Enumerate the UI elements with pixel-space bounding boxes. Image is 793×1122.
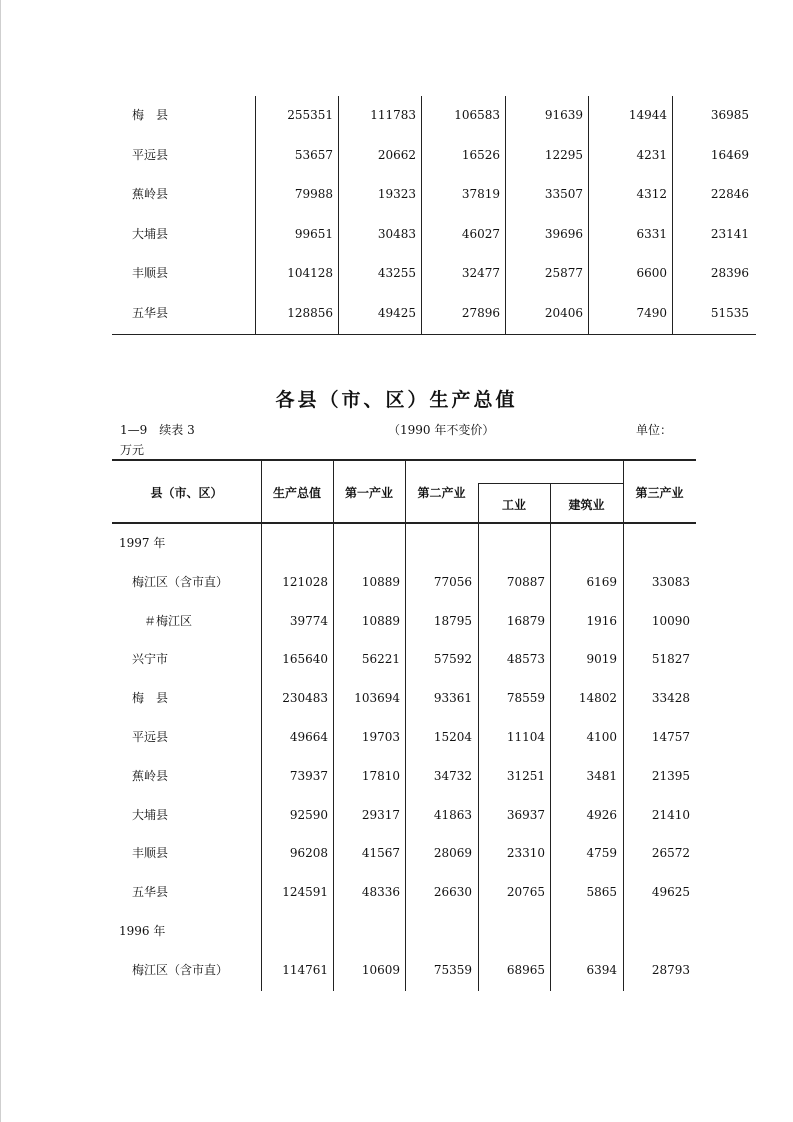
value-cell: 33507: [544, 187, 583, 202]
value-cell: 92590: [289, 807, 328, 822]
header-construction: 建筑业: [568, 498, 605, 512]
value-cell: 4926: [586, 807, 617, 822]
value-cell: 48573: [506, 652, 545, 667]
value-cell: 23141: [710, 226, 749, 241]
table-row: [112, 96, 756, 136]
value-cell: 4100: [586, 730, 617, 744]
value-cell: 25877: [544, 266, 583, 281]
value-cell: 18795: [433, 613, 472, 628]
value-cell: 20662: [377, 147, 416, 162]
value-cell: 34732: [433, 768, 472, 783]
value-cell: 29317: [361, 807, 400, 822]
value-cell: 78559: [506, 691, 545, 706]
value-cell: 73937: [289, 768, 328, 783]
value-cell: 6600: [636, 266, 667, 281]
value-cell: 70887: [506, 574, 545, 589]
value-cell: 14802: [578, 691, 617, 706]
county-name: 兴宁市: [132, 652, 169, 667]
value-cell: 10889: [361, 574, 400, 589]
value-cell: 20406: [544, 306, 583, 320]
value-cell: 230483: [282, 691, 328, 706]
table-row: [112, 524, 696, 563]
value-cell: 165640: [282, 652, 328, 667]
value-cell: 10609: [361, 962, 400, 977]
table-row: [112, 834, 696, 873]
value-cell: 20765: [506, 885, 545, 900]
value-cell: 5865: [586, 885, 617, 900]
value-cell: 10090: [651, 613, 690, 628]
page-left-edge: [0, 0, 1, 1122]
value-cell: 96208: [289, 846, 328, 861]
value-cell: 14757: [651, 730, 690, 744]
table-row: [112, 679, 696, 718]
value-cell: 56221: [361, 652, 400, 667]
value-cell: 10889: [361, 613, 400, 628]
value-cell: 43255: [377, 266, 416, 281]
unit-value: 万元: [120, 443, 145, 457]
county-name: 蕉岭县: [132, 768, 169, 783]
table-row: [112, 294, 756, 334]
value-cell: 28396: [710, 266, 749, 281]
value-cell: 33083: [651, 574, 690, 589]
value-cell: 75359: [433, 962, 472, 977]
value-cell: 16526: [461, 147, 500, 162]
table-row: [112, 718, 696, 757]
value-cell: 23310: [506, 846, 545, 861]
county-name: 大埔县: [132, 807, 169, 822]
value-cell: 28793: [651, 962, 690, 977]
value-cell: 37819: [461, 187, 500, 202]
header-primary-industry: 第一产业: [344, 486, 393, 500]
value-cell: 32477: [461, 266, 500, 281]
value-cell: 41863: [433, 807, 472, 822]
value-cell: 51535: [710, 306, 749, 320]
table-row: [112, 136, 756, 176]
value-cell: 111783: [370, 108, 416, 122]
table-number: 1—9 续表 3: [120, 423, 195, 437]
value-cell: 36937: [506, 807, 545, 822]
value-cell: 36985: [710, 108, 749, 122]
table-row: [112, 912, 696, 951]
table-row: [112, 757, 696, 796]
table-row: [112, 640, 696, 679]
value-cell: 4231: [636, 147, 667, 162]
table-row: [112, 796, 696, 835]
value-cell: 103694: [354, 691, 400, 706]
value-cell: 19323: [377, 187, 416, 202]
value-cell: 22846: [710, 187, 749, 202]
value-cell: 49425: [377, 306, 416, 320]
value-cell: 93361: [433, 691, 472, 706]
county-name: 平远县: [132, 147, 169, 162]
value-cell: 91639: [544, 108, 583, 122]
value-cell: 39696: [544, 226, 583, 241]
county-name: 梅江区（含市直）: [132, 574, 229, 589]
value-cell: 68965: [506, 962, 545, 977]
county-name: 梅 县: [132, 691, 169, 706]
year-label: 1996 年: [119, 924, 166, 938]
value-cell: 7490: [636, 306, 667, 320]
value-cell: 27896: [461, 306, 500, 320]
header-gdp: 生产总值: [272, 486, 321, 500]
header-secondary-industry: 第二产业: [417, 486, 466, 500]
value-cell: 16879: [506, 613, 545, 628]
county-name: 蕉岭县: [132, 187, 169, 202]
county-name: 平远县: [132, 730, 169, 744]
value-cell: 51827: [651, 652, 690, 667]
value-cell: 6331: [636, 226, 667, 241]
value-cell: 6394: [586, 962, 617, 977]
value-cell: 14944: [628, 108, 667, 122]
gdp-by-county-table: [112, 459, 696, 991]
value-cell: 121028: [282, 574, 328, 589]
value-cell: 33428: [651, 691, 690, 706]
county-name: 梅 县: [132, 108, 169, 122]
value-cell: 39774: [289, 613, 328, 628]
value-cell: 28069: [433, 846, 472, 861]
table-row: [112, 215, 756, 255]
value-cell: 1916: [586, 613, 617, 628]
value-cell: 19703: [361, 730, 400, 744]
header-tertiary-industry: 第三产业: [635, 486, 684, 500]
value-cell: 104128: [287, 266, 333, 281]
value-cell: 57592: [433, 652, 472, 667]
table-row: [112, 873, 696, 912]
value-cell: 6169: [586, 574, 617, 589]
value-cell: 26630: [433, 885, 472, 900]
value-cell: 4759: [586, 846, 617, 861]
continued-gdp-table: [112, 96, 756, 335]
value-cell: 114761: [282, 962, 328, 977]
value-cell: 49664: [289, 730, 328, 744]
value-cell: 128856: [287, 306, 333, 320]
value-cell: 15204: [433, 730, 472, 744]
county-name: 五华县: [132, 306, 169, 320]
value-cell: 9019: [586, 652, 617, 667]
table-top-rule: [112, 459, 696, 461]
county-name: 五华县: [132, 885, 169, 900]
county-name: 大埔县: [132, 226, 169, 241]
value-cell: 41567: [361, 846, 400, 861]
table-title: 各县（市、区）生产总值: [275, 389, 518, 411]
value-cell: 124591: [282, 885, 328, 900]
value-cell: 3481: [586, 768, 617, 783]
county-name: ＃梅江区: [144, 613, 193, 628]
value-cell: 255351: [287, 108, 333, 122]
county-name: 丰顺县: [132, 266, 169, 281]
value-cell: 12295: [544, 147, 583, 162]
table-row: [112, 951, 696, 990]
county-name: 丰顺县: [132, 846, 169, 861]
price-basis-note: （1990 年不变价）: [388, 423, 495, 437]
header-industry: 工业: [501, 498, 526, 512]
value-cell: 49625: [651, 885, 690, 900]
value-cell: 21395: [651, 768, 690, 783]
value-cell: 79988: [294, 187, 333, 202]
value-cell: 48336: [361, 885, 400, 900]
table-row: [112, 254, 756, 294]
value-cell: 26572: [651, 846, 690, 861]
value-cell: 17810: [361, 768, 400, 783]
table-row: [112, 602, 696, 641]
value-cell: 30483: [377, 226, 416, 241]
value-cell: 31251: [506, 768, 545, 783]
value-cell: 4312: [636, 187, 667, 202]
value-cell: 77056: [433, 574, 472, 589]
year-label: 1997 年: [119, 536, 166, 550]
value-cell: 53657: [294, 147, 333, 162]
value-cell: 99651: [294, 226, 333, 241]
value-cell: 21410: [651, 807, 690, 822]
value-cell: 106583: [454, 108, 500, 122]
table-row: [112, 563, 696, 602]
table-row: [112, 175, 756, 215]
value-cell: 11104: [506, 730, 545, 744]
value-cell: 46027: [461, 226, 500, 241]
header-region: 县（市、区）: [150, 486, 223, 500]
county-name: 梅江区（含市直）: [132, 962, 229, 977]
value-cell: 16469: [710, 147, 749, 162]
unit-label: 单位：: [636, 423, 673, 437]
